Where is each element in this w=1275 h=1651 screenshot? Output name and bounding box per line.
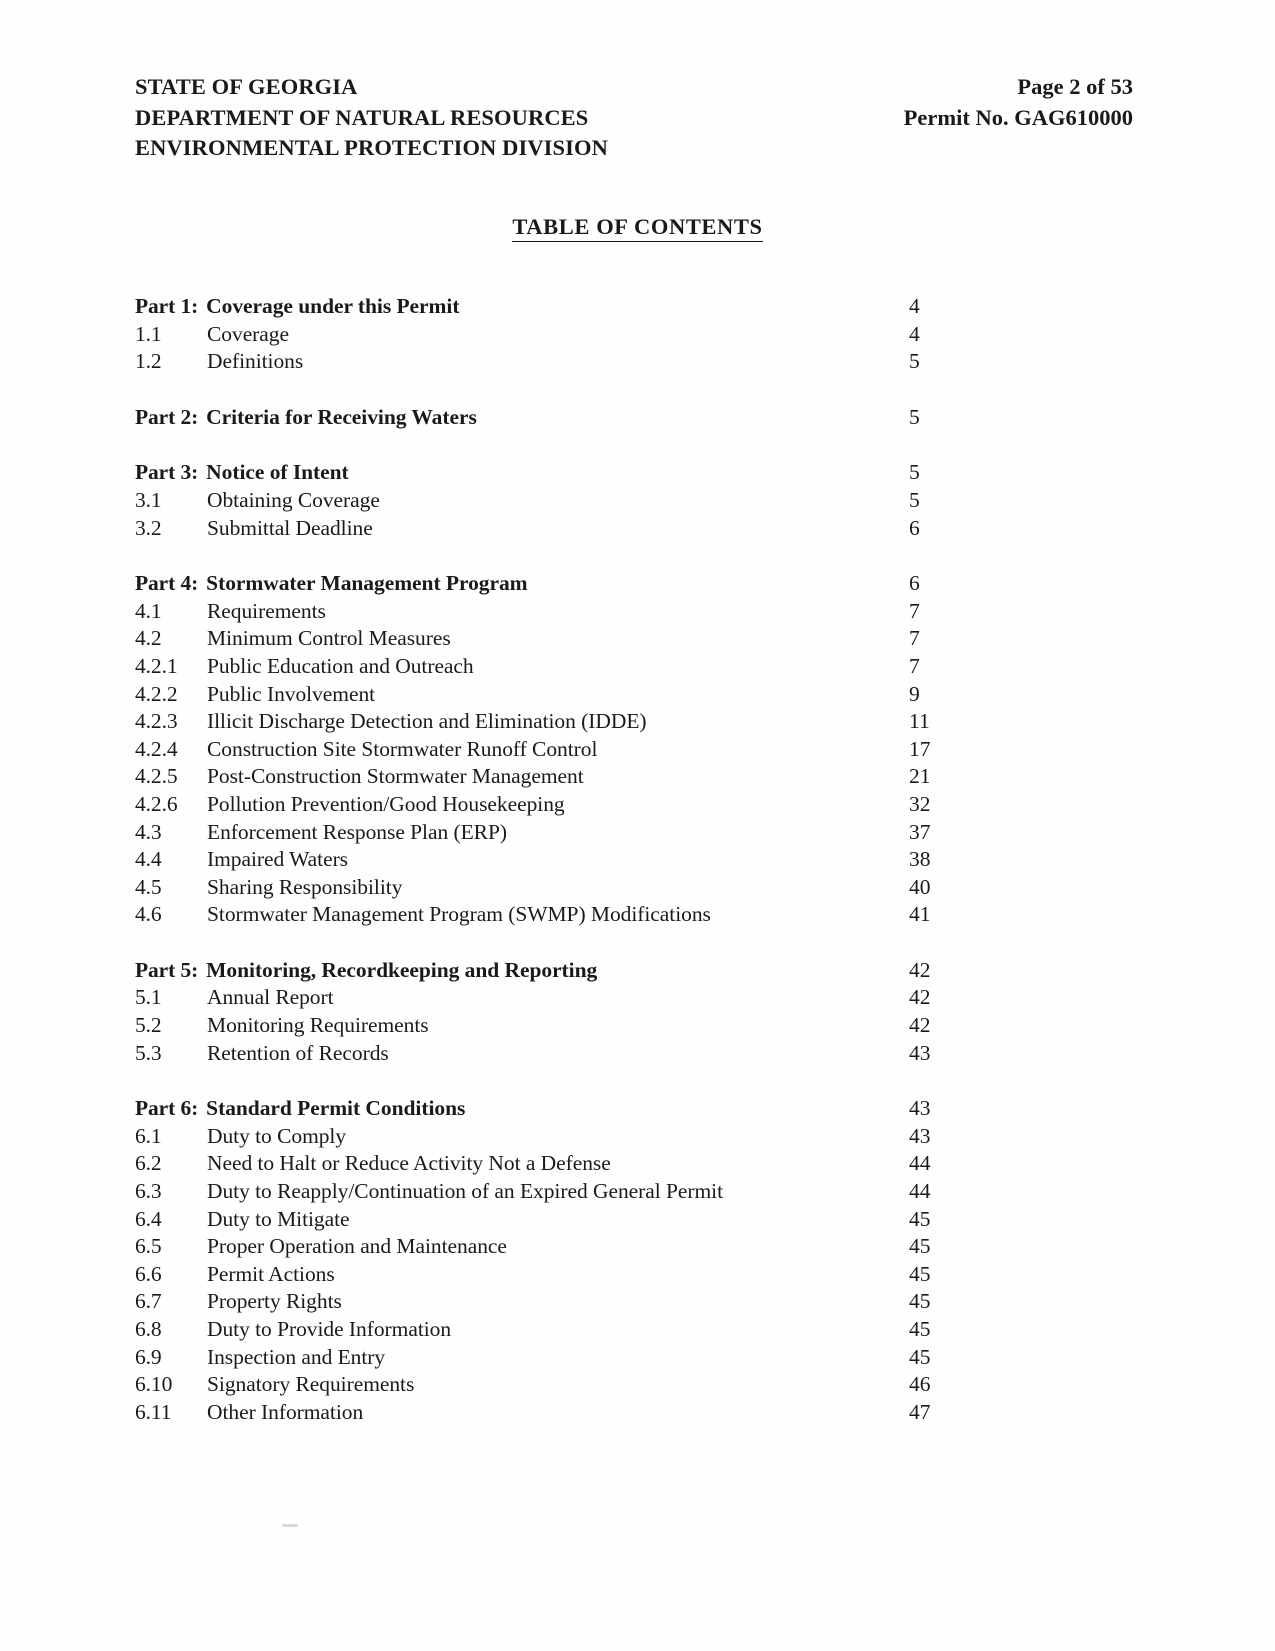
toc-page-number: 43: [909, 1096, 931, 1121]
toc-entry-row[interactable]: [135, 846, 955, 874]
toc-page-number: 42: [909, 1013, 931, 1038]
toc-entry-row[interactable]: [135, 1399, 955, 1427]
toc-entry-label: Monitoring Requirements: [207, 1013, 429, 1038]
toc-part-number: Part 5:: [135, 957, 199, 982]
agency-heading: [135, 72, 608, 164]
toc-entry-number: 6.1: [135, 1123, 162, 1148]
toc-entry-number: 6.11: [135, 1399, 172, 1424]
toc-entry-row[interactable]: [135, 653, 955, 681]
toc-entry-number: 4.4: [135, 847, 162, 872]
toc-group-spacer: [135, 431, 955, 459]
toc-entry-number: 4.1: [135, 598, 162, 623]
toc-entry-number: 6.2: [135, 1151, 162, 1176]
toc-entry-row[interactable]: [135, 1123, 955, 1151]
toc-entry-label: Retention of Records: [207, 1040, 389, 1065]
agency-line-department: DEPARTMENT OF NATURAL RESOURCES: [135, 104, 589, 130]
toc-entry-row[interactable]: [135, 1150, 955, 1178]
toc-page-number: 46: [909, 1372, 931, 1397]
toc-entry-number: 6.5: [135, 1234, 162, 1259]
toc-page-number: 45: [909, 1317, 931, 1341]
toc-entry-number: 4.2.1: [135, 653, 178, 678]
page-number-label: Page 2 of 53: [1017, 74, 1133, 99]
toc-page-number: 6: [909, 571, 920, 596]
toc-entry-label: Post-Construction Stormwater Management: [207, 764, 584, 789]
toc-entry-row[interactable]: [135, 515, 955, 543]
toc-entry-number: 5.1: [135, 985, 162, 1010]
permit-heading: [904, 72, 1135, 133]
toc-entry-number: 4.3: [135, 819, 162, 844]
toc-part-row[interactable]: [135, 1095, 955, 1123]
toc-page-number: 45: [909, 1344, 931, 1369]
toc-entry-label: Obtaining Coverage: [207, 487, 380, 512]
toc-entry-label: Submittal Deadline: [207, 515, 373, 540]
toc-entry-row[interactable]: [135, 598, 955, 626]
toc-page-number: 6: [909, 515, 920, 540]
toc-entry-number: 6.3: [135, 1179, 162, 1204]
toc-entry-label: Property Rights: [207, 1289, 342, 1314]
agency-line-state: STATE OF GEORGIA: [135, 74, 358, 99]
toc-page-number: 47: [909, 1399, 931, 1424]
toc-entry-number: 6.6: [135, 1261, 162, 1286]
toc-entry-number: 1.1: [135, 321, 162, 346]
toc-entry-label: Proper Operation and Maintenance: [207, 1234, 507, 1259]
toc-entry-label: Need to Halt or Reduce Activity Not a Defense: [207, 1151, 611, 1176]
toc-entry-number: 6.7: [135, 1289, 162, 1314]
toc-entry-row[interactable]: [135, 901, 955, 929]
toc-page-number: 41: [909, 902, 931, 927]
toc-page-number: 45: [909, 1234, 931, 1259]
toc-part-label: Stormwater Management Program: [206, 571, 528, 596]
toc-entry-row[interactable]: [135, 625, 955, 653]
toc-page-number: 45: [909, 1289, 931, 1314]
toc-entry-number: 6.8: [135, 1317, 162, 1341]
permit-number-label: Permit No. GAG610000: [903, 104, 1133, 130]
toc-entry-number: 4.2.3: [135, 709, 178, 734]
toc-entry-number: 3.1: [135, 487, 162, 512]
toc-part-row[interactable]: [135, 459, 955, 487]
toc-page-number: 45: [909, 1261, 931, 1286]
toc-part-row[interactable]: [135, 570, 955, 598]
toc-entry-number: 5.3: [135, 1040, 162, 1065]
toc-entry-row[interactable]: [135, 1206, 955, 1234]
toc-page-number: 21: [909, 764, 931, 789]
toc-entry-label: Duty to Provide Information: [207, 1317, 452, 1341]
toc-entry-row[interactable]: [135, 681, 955, 709]
toc-entry-number: 4.2.5: [135, 764, 178, 789]
toc-page-number: 17: [909, 736, 931, 761]
toc-entry-number: 4.2: [135, 626, 162, 651]
toc-page-number: 42: [909, 957, 931, 982]
page-title-wrapper: [0, 214, 1275, 242]
toc-entry-number: 4.5: [135, 874, 162, 899]
toc-entry-number: 6.10: [135, 1372, 173, 1397]
toc-page-number: 44: [909, 1179, 931, 1204]
toc-page-number: 38: [909, 847, 931, 872]
toc-group-spacer: [135, 542, 955, 570]
toc-entry-row[interactable]: [135, 348, 955, 376]
toc-part-row[interactable]: [135, 293, 955, 321]
toc-page-number: 32: [909, 791, 931, 816]
toc-entry-label: Requirements: [207, 598, 326, 623]
toc-entry-number: 4.2.4: [135, 736, 178, 761]
toc-page-number: 42: [909, 985, 931, 1010]
toc-entry-label: Permit Actions: [207, 1261, 335, 1286]
toc-entry-row[interactable]: [135, 791, 955, 819]
toc-part-number: Part 4:: [135, 571, 199, 596]
toc-entry-number: 1.2: [135, 349, 162, 374]
toc-entry-number: 5.2: [135, 1013, 162, 1038]
toc-entry-label: Construction Site Stormwater Runoff Control: [207, 736, 598, 761]
scan-artifact: [282, 1524, 298, 1527]
toc-page-number: 9: [909, 681, 920, 706]
toc-page-number: 43: [909, 1123, 931, 1148]
toc-part-number: Part 6:: [135, 1096, 199, 1121]
toc-page-number: 7: [909, 598, 920, 623]
toc-entry-number: 4.2.2: [135, 681, 178, 706]
toc-entry-row[interactable]: [135, 321, 955, 349]
toc-entry-label: Sharing Responsibility: [207, 874, 403, 899]
toc-entry-row[interactable]: [135, 819, 955, 847]
toc-entry-label: Public Education and Outreach: [207, 653, 474, 678]
document-header: [135, 72, 1135, 164]
toc-page-number: 11: [909, 709, 930, 734]
toc-entry-row[interactable]: [135, 1344, 955, 1372]
toc-page-number: 5: [909, 460, 920, 485]
toc-page-number: 4: [909, 294, 920, 318]
toc-entry-row[interactable]: [135, 1233, 955, 1261]
toc-entry-row[interactable]: [135, 874, 955, 902]
toc-entry-label: Public Involvement: [207, 681, 376, 706]
toc-entry-number: 4.2.6: [135, 791, 178, 816]
toc-entry-label: Duty to Mitigate: [207, 1206, 350, 1231]
toc-entry-row[interactable]: [135, 1012, 955, 1040]
toc-entry-number: 6.9: [135, 1344, 162, 1369]
toc-entry-row[interactable]: [135, 1261, 955, 1289]
toc-entry-label: Enforcement Response Plan (ERP): [207, 819, 507, 844]
toc-page-number: 5: [909, 404, 920, 429]
toc-part-label: Notice of Intent: [206, 460, 349, 485]
toc-part-label: Coverage under this Permit: [206, 294, 460, 318]
toc-entry-row[interactable]: [135, 984, 955, 1012]
toc-entry-row[interactable]: [135, 1371, 955, 1399]
toc-part-number: Part 1:: [135, 294, 199, 318]
toc-entry-row[interactable]: [135, 1040, 955, 1068]
toc-entry-number: 4.6: [135, 902, 162, 927]
toc-entry-label: Inspection and Entry: [207, 1344, 386, 1369]
toc-entry-row[interactable]: [135, 1178, 955, 1206]
toc-page-number: 7: [909, 653, 920, 678]
toc-page-number: 5: [909, 349, 920, 374]
toc-page-number: 4: [909, 321, 920, 346]
toc-entry-label: Annual Report: [207, 985, 334, 1010]
toc-page-number: 37: [909, 819, 931, 844]
toc-entry-label: Definitions: [207, 349, 304, 374]
toc-part-row[interactable]: [135, 957, 955, 985]
toc-entry-row[interactable]: [135, 1316, 955, 1344]
toc-entry-label: Coverage: [207, 321, 289, 346]
toc-entry-row[interactable]: [135, 708, 955, 736]
toc-page-number: 45: [909, 1206, 931, 1231]
toc-entry-row[interactable]: [135, 487, 955, 515]
toc-entry-number: 6.4: [135, 1206, 162, 1231]
toc-entry-label: Pollution Prevention/Good Housekeeping: [207, 791, 565, 816]
toc-entry-label: Duty to Comply: [207, 1123, 347, 1148]
toc-entry-label: Stormwater Management Program (SWMP) Modifications: [207, 902, 711, 927]
toc-page-number: 7: [909, 626, 920, 651]
page-title: TABLE OF CONTENTS: [512, 214, 762, 242]
toc-group-spacer: [135, 1067, 955, 1095]
toc-page-number: 44: [909, 1151, 931, 1176]
toc-entry-label: Duty to Reapply/Continuation of an Expired General Permit: [207, 1179, 724, 1204]
toc-entry-row[interactable]: [135, 763, 955, 791]
toc-group-spacer: [135, 929, 955, 957]
toc-entry-label: Other Information: [207, 1399, 364, 1424]
toc-entry-label: Impaired Waters: [207, 847, 348, 872]
agency-line-division: ENVIRONMENTAL PROTECTION DIVISION: [135, 135, 608, 161]
toc-part-label: Standard Permit Conditions: [206, 1096, 466, 1121]
toc-part-row[interactable]: [135, 404, 955, 432]
toc-part-number: Part 3:: [135, 460, 199, 485]
toc-entry-label: Signatory Requirements: [207, 1372, 415, 1397]
toc-part-label: Criteria for Receiving Waters: [206, 404, 477, 429]
toc-entry-label: Illicit Discharge Detection and Elimination (IDDE): [207, 709, 647, 734]
toc-part-label: Monitoring, Recordkeeping and Reporting: [206, 957, 598, 982]
toc-page-number: 43: [909, 1040, 931, 1065]
table-of-contents: [135, 293, 955, 1426]
toc-entry-row[interactable]: [135, 736, 955, 764]
toc-entry-label: Minimum Control Measures: [207, 626, 451, 651]
toc-entry-number: 3.2: [135, 515, 162, 540]
toc-part-number: Part 2:: [135, 404, 199, 429]
toc-page-number: 40: [909, 874, 931, 899]
toc-group-spacer: [135, 376, 955, 404]
toc-entry-row[interactable]: [135, 1288, 955, 1316]
toc-page-number: 5: [909, 487, 920, 512]
